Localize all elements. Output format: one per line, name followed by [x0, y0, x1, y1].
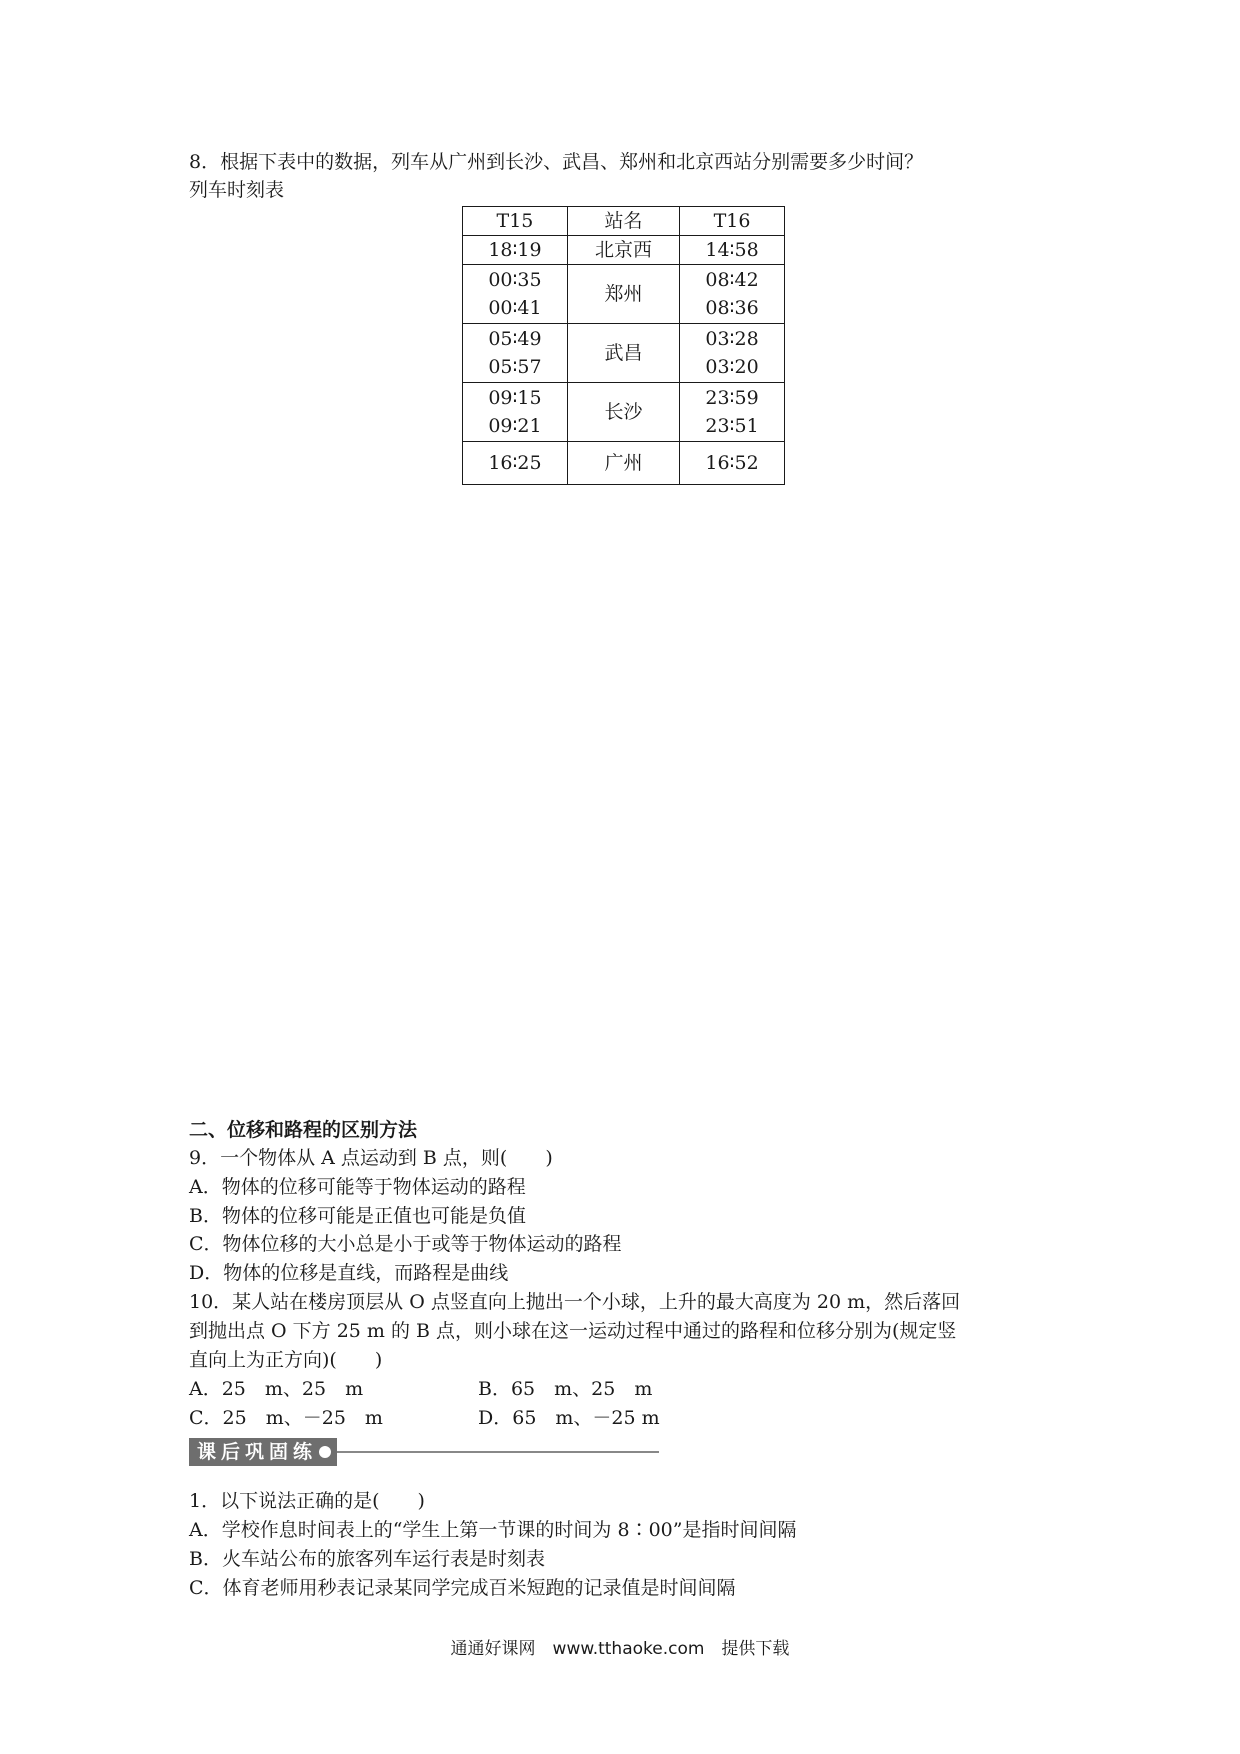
t15-times [463, 383, 568, 442]
table-row [463, 324, 785, 383]
t15-depart: 00∶41 [488, 297, 542, 319]
table-caption: 列车时刻表 [189, 179, 285, 201]
table-header-row [463, 207, 785, 236]
train-timetable [462, 206, 785, 485]
t15-depart: 05∶57 [488, 356, 542, 378]
table-row [463, 442, 785, 485]
after-class-banner [189, 1438, 659, 1466]
table-row [463, 236, 785, 265]
question-9-option-c: C．物体位移的大小总是小于或等于物体运动的路程 [189, 1233, 622, 1255]
question-10-stem-line-2: 到抛出点 O 下方 25 m 的 B 点，则小球在这一运动过程中通过的路程和位移分别为(规定竖 [189, 1320, 957, 1342]
t16-time: 16∶52 [680, 442, 785, 485]
question-10-option-d: D．65 m、－25 m [478, 1407, 660, 1429]
question-8-stem: 8．根据下表中的数据，列车从广州到长沙、武昌、郑州和北京西站分别需要多少时间？ [189, 151, 924, 173]
after-class-q1-option-c: C．体育老师用秒表记录某同学完成百米短跑的记录值是时间间隔 [189, 1577, 736, 1599]
station-name: 广州 [567, 442, 679, 485]
question-10-stem-line-3: 直向上为正方向)( ) [189, 1349, 383, 1371]
t15-depart: 09∶21 [488, 415, 542, 437]
question-9-stem: 9．一个物体从 A 点运动到 B 点，则( ) [189, 1147, 553, 1169]
t16-times [680, 383, 785, 442]
t16-depart: 23∶51 [705, 415, 759, 437]
section-heading: 二、位移和路程的区别方法 [189, 1119, 418, 1141]
t15-times [463, 324, 568, 383]
t16-arrive: 23∶59 [705, 387, 759, 409]
t15-time: 16∶25 [463, 442, 568, 485]
question-9-option-b: B．物体的位移可能是正值也可能是负值 [189, 1205, 526, 1227]
t16-arrive: 03∶28 [705, 328, 759, 350]
station-name: 北京西 [567, 236, 679, 265]
station-name: 武昌 [567, 324, 679, 383]
t16-times [680, 265, 785, 324]
t15-arrive: 05∶49 [488, 328, 542, 350]
station-name: 长沙 [567, 383, 679, 442]
t16-time: 14∶58 [680, 236, 785, 265]
banner-title: 课后巩固练 [197, 1441, 318, 1463]
question-10-option-c: C．25 m、－25 m [189, 1407, 383, 1429]
t16-depart: 03∶20 [705, 356, 759, 378]
after-class-q1-stem: 1．以下说法正确的是( ) [189, 1490, 425, 1512]
bullet-icon [319, 1446, 331, 1458]
banner-label-box [189, 1438, 337, 1466]
header-t15: T15 [463, 207, 568, 236]
banner-divider [337, 1451, 659, 1453]
page-footer: 通通好课网 www.tthaoke.com 提供下载 [450, 1639, 790, 1659]
t15-arrive: 09∶15 [488, 387, 542, 409]
header-station: 站名 [567, 207, 679, 236]
after-class-q1-option-b: B．火车站公布的旅客列车运行表是时刻表 [189, 1548, 545, 1570]
question-9-option-a: A．物体的位移可能等于物体运动的路程 [189, 1176, 526, 1198]
t15-time: 18∶19 [463, 236, 568, 265]
question-10-option-a: A．25 m、25 m [189, 1378, 364, 1400]
t16-times [680, 324, 785, 383]
question-10-stem-line-1: 10．某人站在楼房顶层从 O 点竖直向上抛出一个小球，上升的最大高度为 20 m，然后落回 [189, 1291, 961, 1313]
table-row [463, 265, 785, 324]
header-t16: T16 [680, 207, 785, 236]
t16-arrive: 08∶42 [705, 269, 759, 291]
after-class-q1-option-a: A．学校作息时间表上的“学生上第一节课的时间为 8∶00”是指时间间隔 [189, 1519, 797, 1541]
t15-times [463, 265, 568, 324]
question-9-option-d: D．物体的位移是直线，而路程是曲线 [189, 1262, 509, 1284]
t16-depart: 08∶36 [705, 297, 759, 319]
table-row [463, 383, 785, 442]
station-name: 郑州 [567, 265, 679, 324]
question-10-option-b: B．65 m、25 m [478, 1378, 653, 1400]
t15-arrive: 00∶35 [488, 269, 542, 291]
